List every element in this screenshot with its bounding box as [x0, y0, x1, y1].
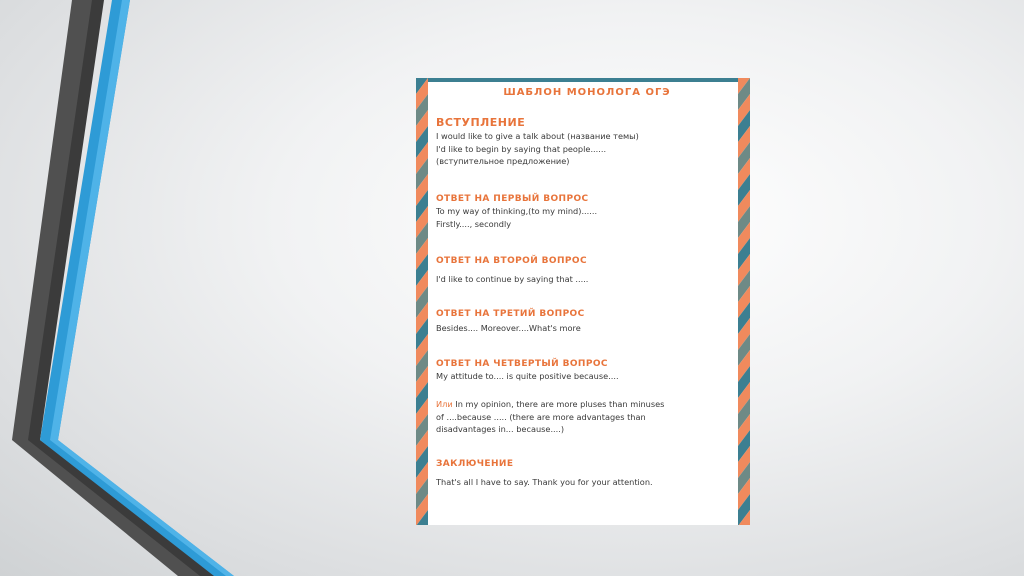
monologue-template-card	[416, 78, 750, 525]
or-word: Или	[436, 399, 453, 409]
document-title: ШАБЛОН МОНОЛОГА ОГЭ	[503, 87, 671, 98]
answer1-line: To my way of thinking,(to my mind)......	[436, 206, 598, 216]
answer4-heading: ОТВЕТ НА ЧЕТВЕРТЫЙ ВОПРОС	[436, 359, 608, 369]
conclusion-line: That's all I have to say. Thank you for your attention.	[436, 477, 653, 487]
intro-heading: ВСТУПЛЕНИЕ	[436, 116, 526, 129]
alternative-line: disadvantages in... because....)	[436, 424, 565, 434]
alternative-line-first	[436, 398, 738, 411]
section-conclusion	[436, 458, 738, 489]
top-border	[428, 78, 738, 82]
left-pattern-stripe	[416, 78, 428, 525]
alternative-line: of ....because ..... (there are more advantages than	[436, 411, 646, 422]
answer3-line: Besides.... Moreover....What's more	[436, 323, 581, 333]
right-pattern-stripe	[738, 78, 750, 525]
section-alternative	[436, 398, 738, 436]
intro-line: I would like to give a talk about (название темы)	[436, 131, 639, 141]
intro-line: (вступительное предложение)	[436, 156, 570, 166]
section-answer2	[436, 255, 738, 286]
answer1-line: Firstly...., secondly	[436, 218, 512, 229]
section-answer4	[436, 358, 738, 383]
intro-line: I'd like to begin by saying that people......	[436, 143, 607, 154]
section-answer1	[436, 193, 738, 230]
alternative-first-text: In my opinion, there are more pluses than minuses	[452, 399, 665, 409]
answer2-heading: ОТВЕТ НА ВТОРОЙ ВОПРОС	[436, 256, 587, 266]
conclusion-heading: ЗАКЛЮЧЕНИЕ	[436, 459, 514, 469]
answer2-line: I'd like to continue by saying that .....	[436, 274, 589, 284]
answer1-heading: ОТВЕТ НА ПЕРВЫЙ ВОПРОС	[436, 194, 589, 204]
answer4-line: My attitude to.... is quite positive because....	[436, 371, 619, 381]
section-intro	[436, 116, 738, 168]
section-answer3	[436, 308, 738, 335]
answer3-heading: ОТВЕТ НА ТРЕТИЙ ВОПРОС	[436, 309, 585, 319]
